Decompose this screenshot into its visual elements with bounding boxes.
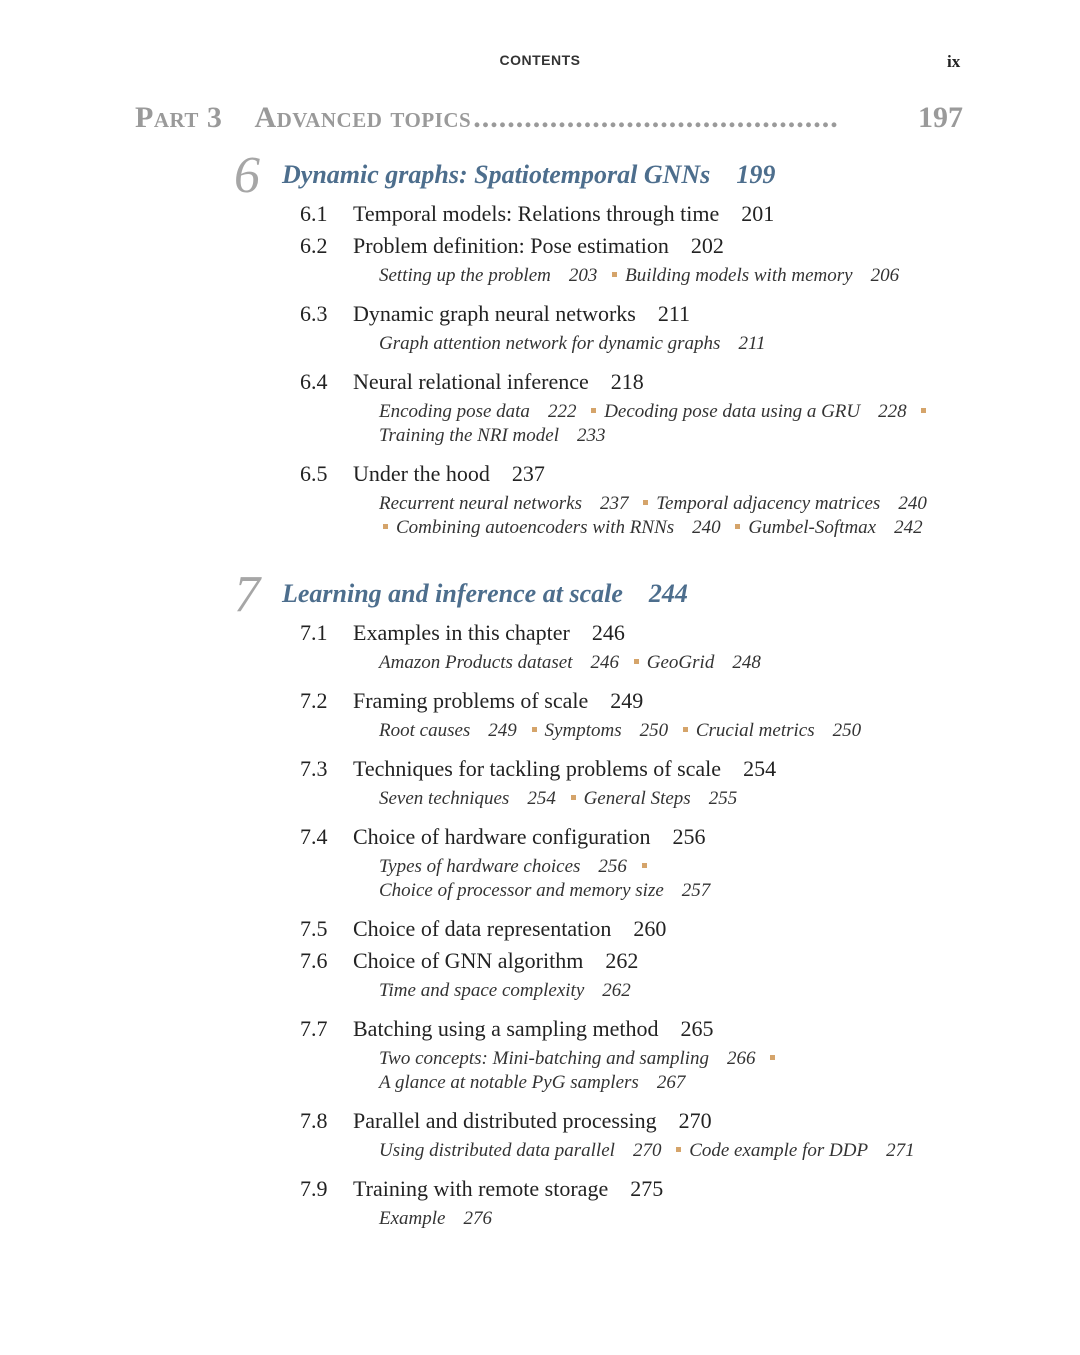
section-entry[interactable] bbox=[240, 753, 980, 785]
subsection-entry[interactable] bbox=[379, 980, 637, 1001]
subsection-title: Encoding pose data bbox=[379, 401, 530, 422]
subsection-list bbox=[379, 717, 939, 753]
section-page-number: 262 bbox=[605, 948, 639, 973]
subsection-page-number: 267 bbox=[656, 1072, 686, 1093]
subsection-title: GeoGrid bbox=[646, 652, 715, 673]
subsection-page-number: 254 bbox=[527, 788, 556, 809]
subsection-title: Recurrent neural networks bbox=[379, 493, 582, 514]
section-page-number: 246 bbox=[591, 620, 625, 645]
section-number: 6.4 bbox=[300, 369, 328, 394]
separator-square-icon bbox=[643, 500, 648, 505]
subsection-entry[interactable] bbox=[379, 1208, 498, 1229]
section-entry[interactable] bbox=[240, 1105, 980, 1137]
subsection-entry[interactable] bbox=[379, 401, 582, 422]
subsection-entry[interactable] bbox=[748, 517, 928, 538]
chapter-page-number: 199 bbox=[736, 160, 776, 189]
chapter-title bbox=[282, 579, 688, 609]
subsection-title: Root causes bbox=[379, 720, 471, 741]
toc-section bbox=[240, 617, 980, 685]
separator-square-icon bbox=[532, 727, 537, 732]
section-page-number: 202 bbox=[690, 233, 724, 258]
section-page-number: 237 bbox=[511, 461, 545, 486]
section-entry[interactable] bbox=[240, 821, 980, 853]
subsection-title: Using distributed data parallel bbox=[379, 1140, 615, 1161]
subsection-entry[interactable] bbox=[379, 493, 634, 514]
subsection-entry[interactable] bbox=[379, 265, 603, 286]
subsection-list bbox=[379, 649, 939, 685]
subsection-page-number: 250 bbox=[639, 720, 669, 741]
subsection-page-number: 237 bbox=[599, 493, 629, 514]
section-number: 6.1 bbox=[300, 201, 328, 226]
subsection-title: Temporal adjacency matrices bbox=[656, 493, 881, 514]
toc-section bbox=[240, 230, 980, 298]
subsection-page-number: 257 bbox=[681, 880, 711, 901]
toc-section bbox=[240, 198, 980, 230]
section-number: 6.2 bbox=[300, 233, 328, 258]
section-page-number: 275 bbox=[630, 1176, 664, 1201]
separator-square-icon bbox=[683, 727, 688, 732]
subsection-title: General Steps bbox=[583, 788, 691, 809]
subsection-title: Building models with memory bbox=[625, 265, 853, 286]
subsection-entry[interactable] bbox=[656, 493, 933, 514]
toc-section bbox=[240, 945, 980, 1013]
subsection-entry[interactable] bbox=[379, 652, 625, 673]
subsection-page-number: 270 bbox=[632, 1140, 662, 1161]
part-page-number: 197 bbox=[918, 101, 963, 134]
section-entry[interactable] bbox=[240, 458, 980, 490]
subsection-title: Two concepts: Mini-batching and sampling bbox=[379, 1048, 710, 1069]
section-title: Choice of GNN algorithm bbox=[353, 948, 584, 973]
section-page-number: 218 bbox=[610, 369, 644, 394]
subsection-entry[interactable] bbox=[379, 425, 611, 446]
section-page-number: 249 bbox=[610, 688, 644, 713]
subsection-page-number: 203 bbox=[568, 265, 598, 286]
section-page-number: 256 bbox=[672, 824, 706, 849]
subsection-title: Amazon Products dataset bbox=[379, 652, 573, 673]
toc-section bbox=[240, 753, 980, 821]
section-entry[interactable] bbox=[240, 617, 980, 649]
subsection-title: Example bbox=[379, 1208, 446, 1229]
section-page-number: 201 bbox=[741, 201, 775, 226]
subsection-list bbox=[379, 785, 939, 821]
subsection-entry[interactable] bbox=[545, 720, 675, 741]
subsection-list bbox=[379, 853, 939, 913]
subsection-title: Time and space complexity bbox=[379, 980, 585, 1001]
section-title: Choice of hardware configuration bbox=[353, 824, 651, 849]
toc-section bbox=[240, 366, 980, 458]
section-number: 7.6 bbox=[300, 948, 328, 973]
subsection-title: Graph attention network for dynamic graphs bbox=[379, 333, 721, 354]
subsection-page-number: 240 bbox=[898, 493, 927, 514]
subsection-page-number: 206 bbox=[870, 265, 900, 286]
subsection-entry[interactable] bbox=[625, 265, 905, 286]
section-title: Problem definition: Pose estimation bbox=[353, 233, 669, 258]
separator-square-icon bbox=[591, 408, 596, 413]
subsection-page-number: 248 bbox=[732, 652, 761, 673]
subsection-entry[interactable] bbox=[379, 788, 562, 809]
subsection-entry[interactable] bbox=[396, 517, 727, 538]
separator-square-icon bbox=[612, 272, 617, 277]
section-number: 7.1 bbox=[300, 620, 328, 645]
subsection-title: Gumbel-Softmax bbox=[748, 517, 877, 538]
subsection-entry[interactable] bbox=[647, 652, 767, 673]
section-page-number: 270 bbox=[678, 1108, 712, 1133]
section-title: Techniques for tackling problems of scale bbox=[353, 756, 722, 781]
chapter-7 bbox=[234, 566, 980, 1241]
subsection-entry[interactable] bbox=[379, 720, 523, 741]
subsection-list bbox=[379, 398, 939, 458]
section-title: Choice of data representation bbox=[353, 916, 612, 941]
subsection-entry[interactable] bbox=[379, 1048, 762, 1069]
subsection-page-number: 276 bbox=[463, 1208, 492, 1229]
chapter-title-text: Learning and inference at scale bbox=[282, 579, 623, 608]
section-number: 6.3 bbox=[300, 301, 328, 326]
subsection-page-number: 233 bbox=[576, 425, 606, 446]
subsection-entry[interactable] bbox=[379, 333, 772, 354]
section-page-number: 265 bbox=[680, 1016, 714, 1041]
chapter-page-number: 244 bbox=[648, 579, 688, 608]
separator-square-icon bbox=[571, 795, 576, 800]
subsection-list bbox=[379, 1205, 939, 1241]
toc-section bbox=[240, 913, 980, 945]
part-label: Part 3 bbox=[135, 101, 223, 134]
subsection-title: Setting up the problem bbox=[379, 265, 551, 286]
chapter-heading[interactable] bbox=[234, 566, 980, 623]
leader-dots: ........................................... bbox=[473, 101, 839, 134]
subsection-entry[interactable] bbox=[379, 1072, 691, 1093]
separator-square-icon bbox=[735, 524, 740, 529]
subsection-page-number: 266 bbox=[727, 1048, 756, 1069]
subsection-page-number: 246 bbox=[590, 652, 620, 673]
separator-square-icon bbox=[383, 524, 388, 529]
subsection-title: Seven techniques bbox=[379, 788, 510, 809]
toc-section bbox=[240, 821, 980, 913]
subsection-title: Code example for DDP bbox=[689, 1140, 869, 1161]
section-entry[interactable] bbox=[240, 366, 980, 398]
subsection-page-number: 211 bbox=[738, 333, 766, 354]
section-number: 7.5 bbox=[300, 916, 328, 941]
subsection-title: Types of hardware choices bbox=[379, 856, 581, 877]
separator-square-icon bbox=[921, 408, 926, 413]
section-number: 7.4 bbox=[300, 824, 328, 849]
running-head: CONTENTS bbox=[499, 52, 581, 68]
section-entry[interactable] bbox=[240, 913, 980, 945]
chapter-number: 6 bbox=[234, 147, 260, 204]
subsection-page-number: 222 bbox=[547, 401, 577, 422]
subsection-entry[interactable] bbox=[379, 1140, 667, 1161]
subsection-list bbox=[379, 1045, 939, 1105]
chapter-title bbox=[282, 160, 775, 190]
toc-section bbox=[240, 458, 980, 550]
toc-section bbox=[240, 1013, 980, 1105]
section-number: 7.8 bbox=[300, 1108, 328, 1133]
separator-square-icon bbox=[642, 863, 647, 868]
section-entry[interactable] bbox=[240, 685, 980, 717]
separator-square-icon bbox=[634, 659, 639, 664]
subsection-page-number: 256 bbox=[598, 856, 627, 877]
subsection-list bbox=[379, 330, 939, 366]
part-title: Advanced topics bbox=[254, 101, 472, 134]
subsection-entry[interactable] bbox=[379, 880, 716, 901]
toc-section bbox=[240, 685, 980, 753]
section-number: 7.3 bbox=[300, 756, 328, 781]
part-heading[interactable] bbox=[135, 101, 963, 135]
subsection-page-number: 242 bbox=[894, 517, 923, 538]
subsection-title: Symptoms bbox=[544, 720, 622, 741]
section-title: Parallel and distributed processing bbox=[353, 1108, 657, 1133]
subsection-list bbox=[379, 490, 939, 550]
subsection-page-number: 240 bbox=[692, 517, 721, 538]
subsection-title: Combining autoencoders with RNNs bbox=[396, 517, 675, 538]
toc-section bbox=[240, 1173, 980, 1241]
section-title: Under the hood bbox=[353, 461, 490, 486]
section-page-number: 254 bbox=[743, 756, 777, 781]
chapter-number: 7 bbox=[234, 566, 260, 623]
section-entry[interactable] bbox=[240, 298, 980, 330]
subsection-title: Training the NRI model bbox=[379, 425, 559, 446]
subsection-list bbox=[379, 1137, 939, 1173]
toc-section bbox=[240, 1105, 980, 1173]
section-title: Temporal models: Relations through time bbox=[353, 201, 720, 226]
subsection-page-number: 262 bbox=[602, 980, 631, 1001]
subsection-entry[interactable] bbox=[604, 401, 912, 422]
subsection-entry[interactable] bbox=[379, 856, 633, 877]
section-entry[interactable] bbox=[240, 1173, 980, 1205]
section-number: 6.5 bbox=[300, 461, 328, 486]
page-number: ix bbox=[947, 52, 961, 71]
section-entry[interactable] bbox=[240, 198, 980, 230]
separator-square-icon bbox=[770, 1055, 775, 1060]
subsection-entry[interactable] bbox=[696, 720, 867, 741]
section-title: Batching using a sampling method bbox=[353, 1016, 659, 1041]
section-page-number: 260 bbox=[633, 916, 667, 941]
section-entry[interactable] bbox=[240, 230, 980, 262]
section-title: Neural relational inference bbox=[353, 369, 589, 394]
section-number: 7.7 bbox=[300, 1016, 328, 1041]
section-title: Training with remote storage bbox=[353, 1176, 609, 1201]
subsection-title: Crucial metrics bbox=[695, 720, 815, 741]
subsection-page-number: 255 bbox=[708, 788, 738, 809]
subsection-list bbox=[379, 262, 939, 298]
section-title: Framing problems of scale bbox=[353, 688, 589, 713]
subsection-page-number: 249 bbox=[488, 720, 517, 741]
chapter-6 bbox=[234, 147, 980, 550]
chapter-title-text: Dynamic graphs: Spatiotemporal GNNs bbox=[282, 160, 711, 189]
section-number: 7.2 bbox=[300, 688, 328, 713]
section-entry[interactable] bbox=[240, 1013, 980, 1045]
section-title: Dynamic graph neural networks bbox=[353, 301, 636, 326]
subsection-page-number: 250 bbox=[832, 720, 862, 741]
section-title: Examples in this chapter bbox=[353, 620, 570, 645]
subsection-title: A glance at notable PyG samplers bbox=[379, 1072, 639, 1093]
section-number: 7.9 bbox=[300, 1176, 328, 1201]
subsection-page-number: 228 bbox=[878, 401, 907, 422]
subsection-title: Decoding pose data using a GRU bbox=[604, 401, 861, 422]
subsection-list bbox=[379, 977, 939, 1013]
subsection-title: Choice of processor and memory size bbox=[379, 880, 664, 901]
subsection-entry[interactable] bbox=[689, 1140, 920, 1161]
separator-square-icon bbox=[676, 1147, 681, 1152]
subsection-page-number: 271 bbox=[886, 1140, 915, 1161]
chapter-heading[interactable] bbox=[234, 147, 980, 204]
toc-section bbox=[240, 298, 980, 366]
subsection-entry[interactable] bbox=[584, 788, 744, 809]
section-page-number: 211 bbox=[657, 301, 691, 326]
section-entry[interactable] bbox=[240, 945, 980, 977]
